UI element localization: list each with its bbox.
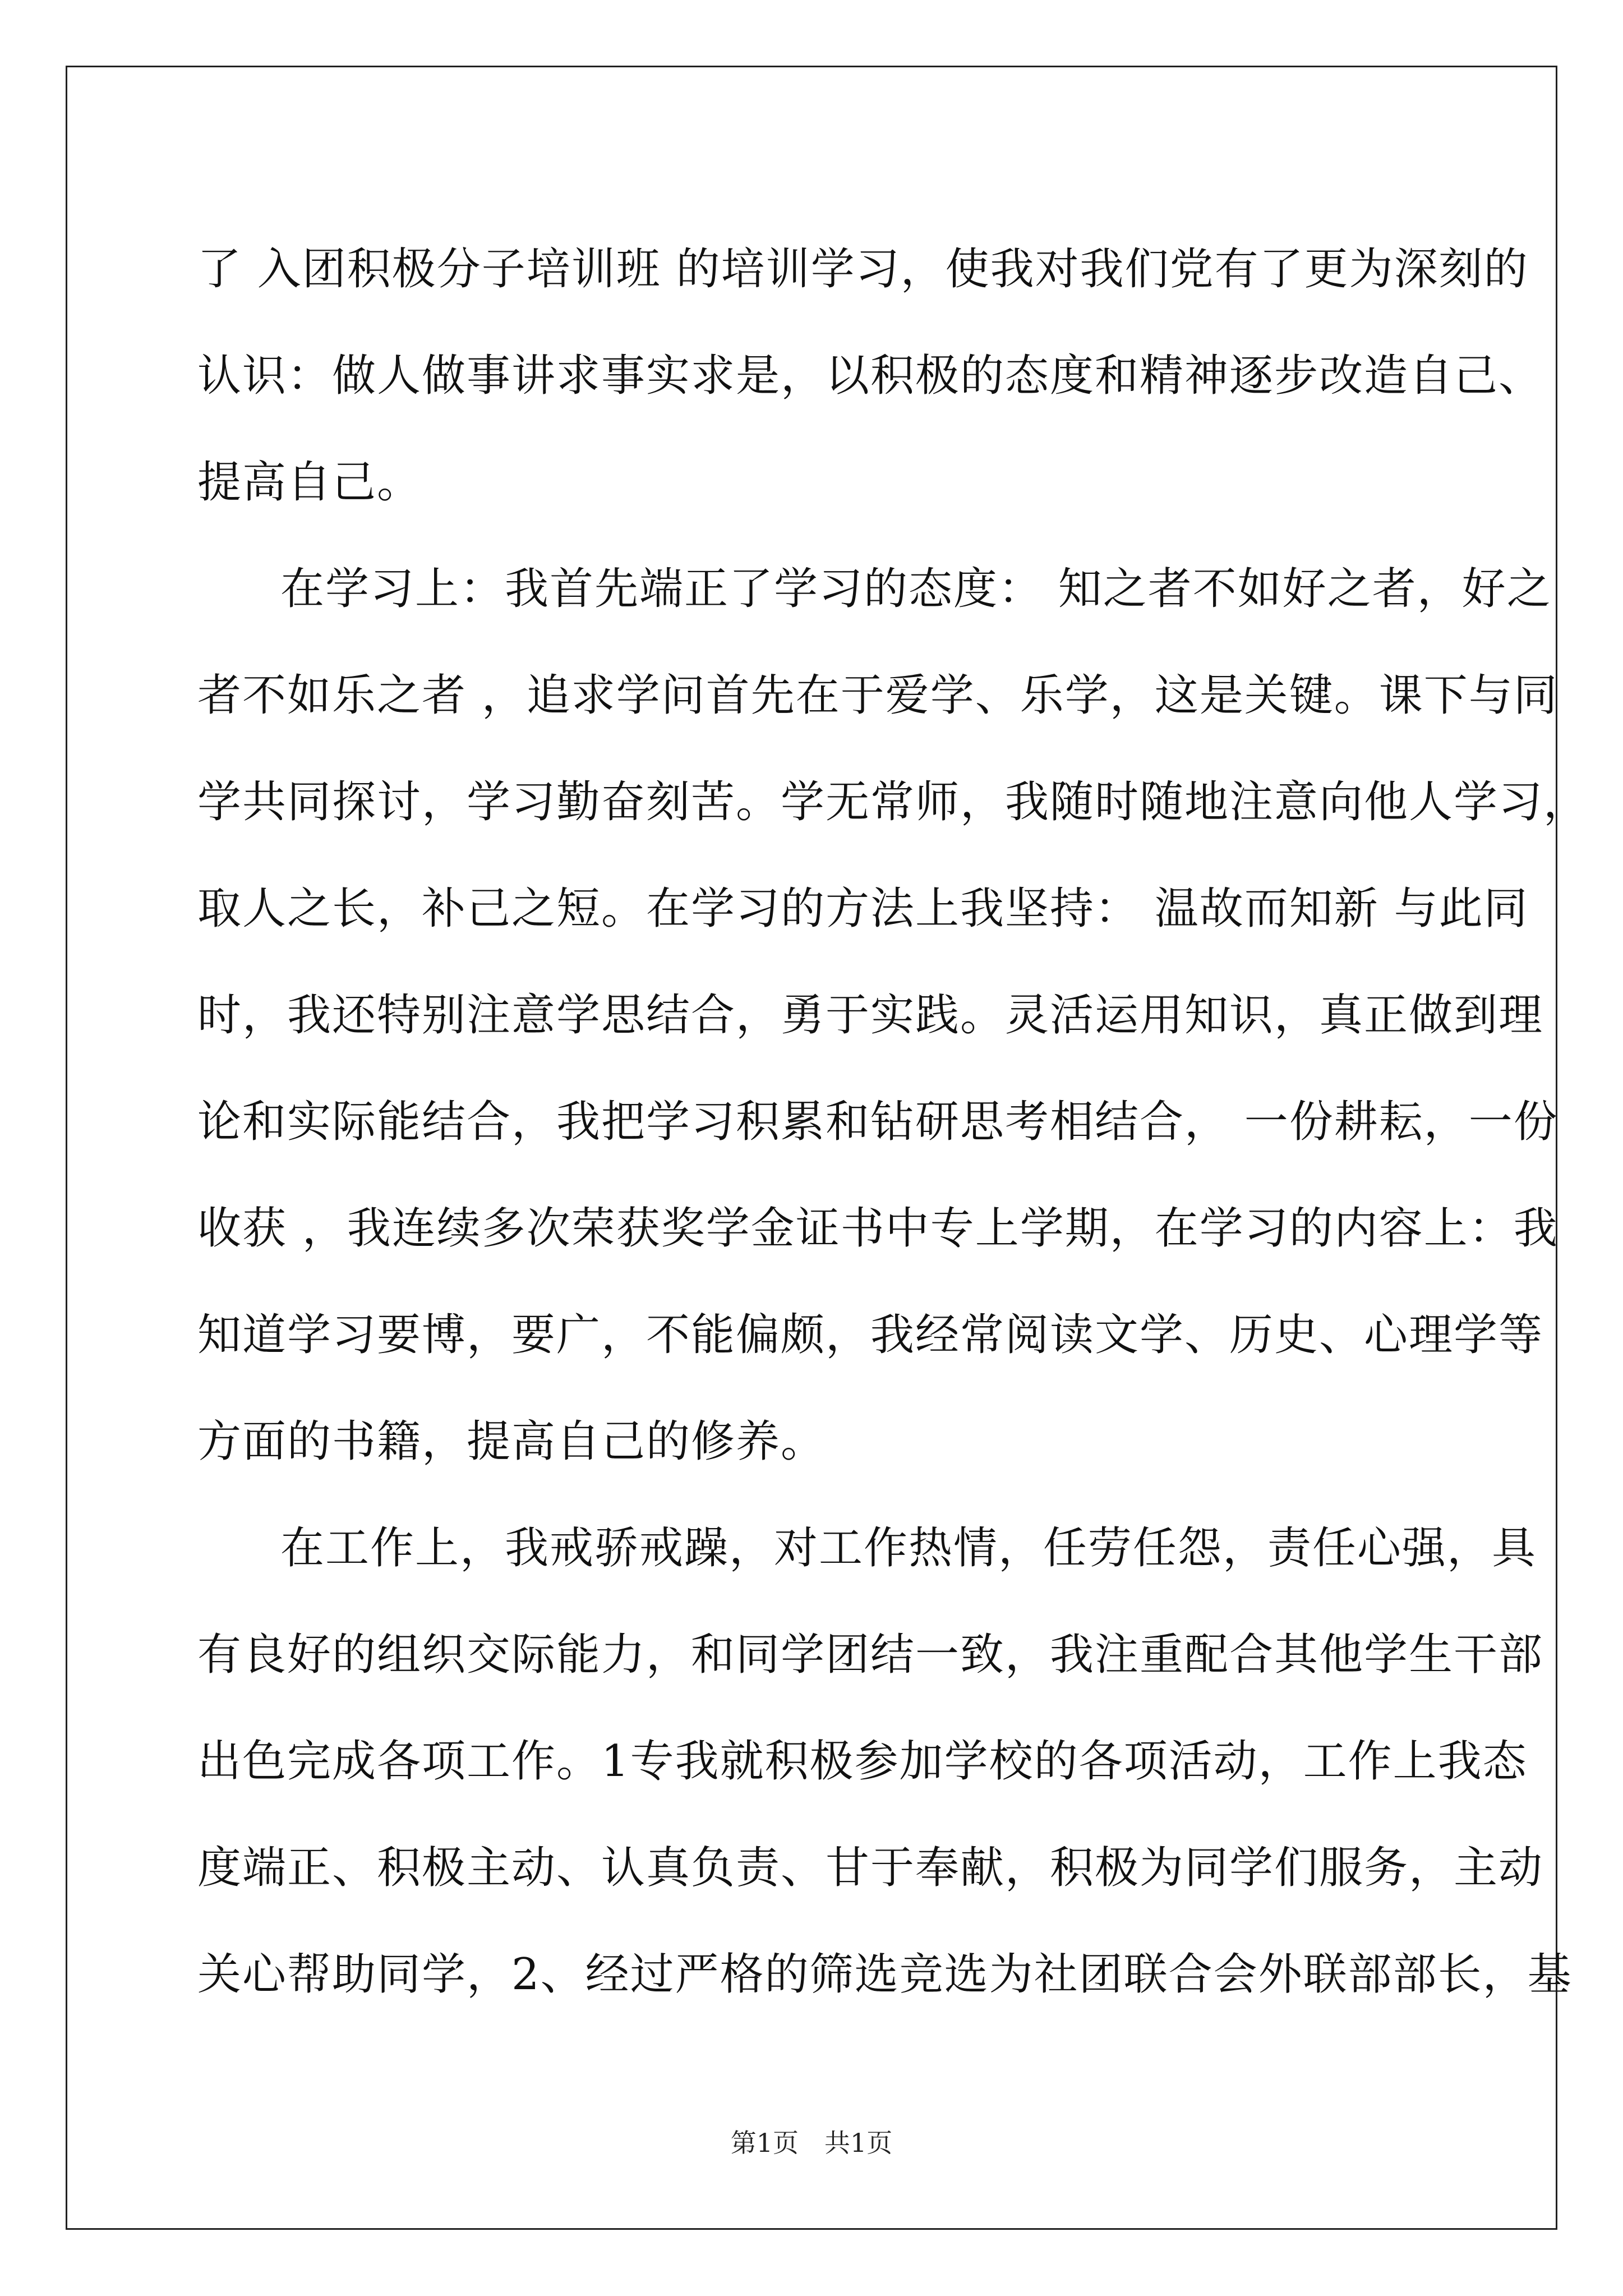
text-line: 出色完成各项工作。1专我就积极参加学校的各项活动，工作上我态 — [197, 1736, 1528, 1787]
text-line: 方面的书籍，提高自己的修养。 — [197, 1416, 826, 1467]
paragraph-first-line: 在学习上：我首先端正了学习的态度： 知之者不如好之者，好之 — [280, 564, 1552, 614]
text-line: 提高自己。 — [197, 457, 422, 508]
document-body — [197, 216, 1589, 2028]
text-line: 关心帮助同学，2、经过严格的筛选竞选为社团联合会外联部部长，基 — [197, 1949, 1573, 2000]
text-line: 了 入团积极分子培训班 的培训学习，使我对我们党有了更为深刻的 — [197, 244, 1529, 295]
text-line: 认识：做人做事讲求事实求是，以积极的态度和精神逐步改造自己、 — [197, 351, 1544, 401]
text-line: 有良好的组织交际能力，和同学团结一致，我注重配合其他学生干部 — [197, 1630, 1544, 1680]
text-line: 论和实际能结合，我把学习积累和钻研思考相结合， 一份耕耘，一份 — [197, 1097, 1559, 1147]
text-line: 度端正、积极主动、认真负责、甘于奉献，积极为同学们服务，主动 — [197, 1843, 1544, 1893]
page-footer: 第1页 共1页 — [730, 2128, 893, 2158]
text-line: 收获 ，我连续多次荣获奖学金证书中专上学期，在学习的内容上：我 — [197, 1203, 1559, 1254]
paragraph-first-line: 在工作上，我戒骄戒躁，对工作热情，任劳任怨，责任心强，具 — [280, 1523, 1537, 1573]
text-line: 者不如乐之者 ，追求学问首先在于爱学、乐学，这是关键。课下与同 — [197, 670, 1559, 721]
text-line: 知道学习要博，要广，不能偏颇，我经常阅读文学、历史、心理学等 — [197, 1310, 1544, 1360]
text-line: 取人之长，补己之短。在学习的方法上我坚持： 温故而知新 与此同 — [197, 884, 1529, 934]
text-line: 时，我还特别注意学思结合，勇于实践。灵活运用知识，真正做到理 — [197, 990, 1544, 1041]
text-line: 学共同探讨，学习勤奋刻苦。学无常师，我随时随地注意向他人学习， — [197, 777, 1589, 827]
